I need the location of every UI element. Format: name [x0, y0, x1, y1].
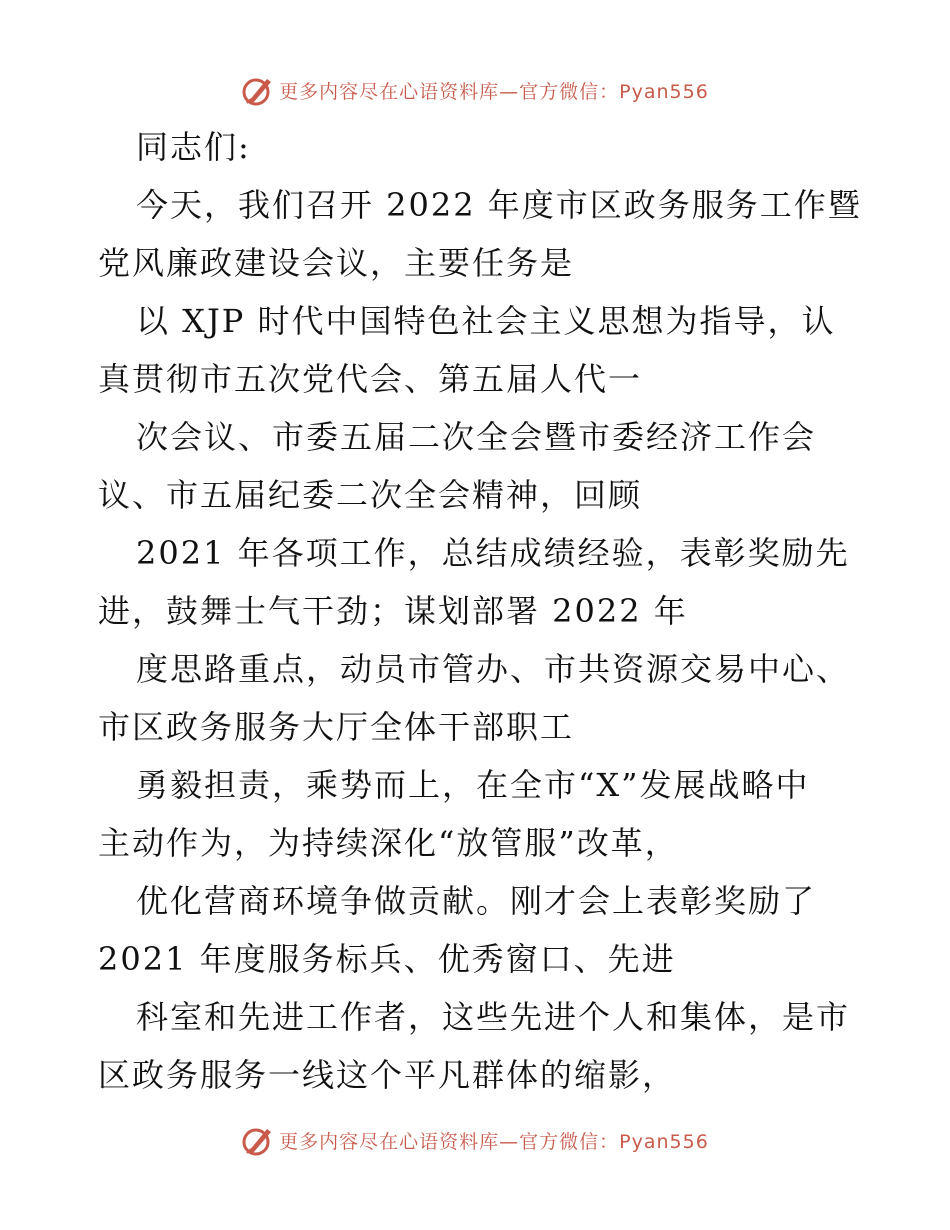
paragraph-line: 科室和先进工作者，这些先进个人和集体，是市	[136, 998, 851, 1036]
paragraph-line: 今天，我们召开 2022 年度市区政务服务工作暨	[136, 186, 862, 224]
quill-logo-icon	[241, 73, 275, 107]
document-body	[98, 118, 862, 1104]
watermark-text: 更多内容尽在心语资料库—官方微信：Pyan556	[279, 80, 709, 103]
paragraph-line: 以 XJP 时代中国特色社会主义思想为指导，认	[136, 302, 836, 340]
paragraph-line: 主动作为，为持续深化“放管服”改革，	[98, 824, 679, 862]
paragraph-line: 优化营商环境争做贡献。刚才会上表彰奖励了	[136, 882, 817, 920]
paragraph-line: 真贯彻市五次党代会、第五届人代一	[98, 360, 643, 398]
paragraph-line: 党风廉政建设会议，主要任务是	[98, 244, 575, 282]
paragraph	[98, 292, 858, 408]
paragraph-line: 区政务服务一线这个平凡群体的缩影，	[98, 1056, 677, 1094]
paragraph	[98, 408, 858, 524]
paragraph	[98, 640, 858, 756]
paragraph	[98, 988, 858, 1104]
salutation	[98, 118, 858, 176]
paragraph	[98, 176, 862, 292]
paragraph	[98, 872, 858, 988]
paragraph-line: 市区政务服务大厅全体干部职工	[98, 708, 575, 746]
paragraph-line: 议、市五届纪委二次全会精神，回顾	[98, 476, 643, 514]
quill-logo-icon	[241, 1123, 275, 1157]
footer-watermark	[0, 1120, 950, 1160]
watermark-text: 更多内容尽在心语资料库—官方微信：Pyan556	[279, 1130, 709, 1153]
paragraph-line: 2021 年各项工作，总结成绩经验，表彰奖励先	[136, 534, 850, 572]
paragraph-line: 2021 年度服务标兵、优秀窗口、先进	[98, 940, 676, 978]
header-watermark	[0, 70, 950, 110]
paragraph	[98, 524, 858, 640]
paragraph-line: 次会议、市委五届二次全会暨市委经济工作会	[136, 418, 817, 456]
salutation-text: 同志们:	[136, 128, 251, 166]
paragraph	[98, 756, 858, 872]
paragraph-line: 勇毅担责，乘势而上，在全市“X”发展战略中	[136, 766, 810, 804]
paragraph-line: 度思路重点，动员市管办、市共资源交易中心、	[136, 650, 851, 688]
paragraph-line: 进，鼓舞士气干劲；谋划部署 2022 年	[98, 592, 688, 630]
